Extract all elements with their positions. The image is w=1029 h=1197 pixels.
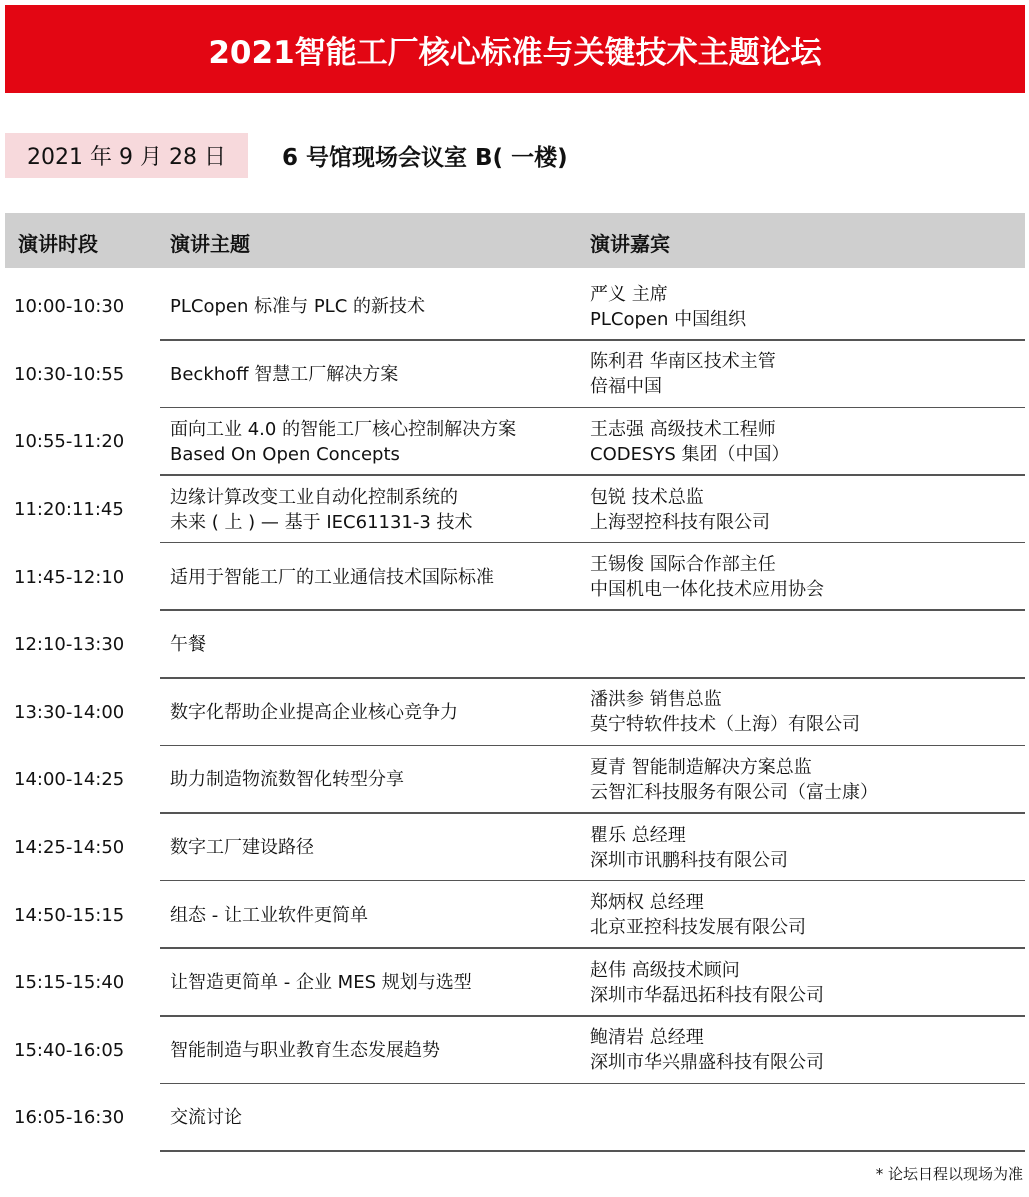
- table-row: [0, 949, 1029, 1017]
- time-text: 11:45-12:10: [14, 566, 125, 588]
- time-cell: [14, 408, 124, 476]
- topic-line: 面向工业 4.0 的智能工厂核心控制解决方案: [170, 418, 517, 440]
- topic-line: 助力制造物流数智化转型分享: [170, 769, 404, 791]
- speaker-cell: [590, 341, 776, 409]
- row-divider: [160, 1150, 1025, 1152]
- topic-cell: [170, 408, 516, 476]
- time-cell: [14, 273, 124, 341]
- time-cell: [14, 679, 124, 747]
- time-text: 14:25-14:50: [14, 837, 125, 859]
- time-text: 16:05-16:30: [14, 1107, 125, 1129]
- time-text: 12:10-13:30: [14, 634, 125, 656]
- speaker-line: 莫宁特软件技术（上海）有限公司: [590, 714, 860, 736]
- topic-cell: [170, 611, 206, 679]
- table-row: [0, 1084, 1029, 1152]
- table-row: [0, 679, 1029, 747]
- topic-cell: [170, 476, 473, 544]
- time-text: 10:30-10:55: [14, 363, 125, 385]
- table-row: [0, 1017, 1029, 1085]
- topic-line: 数字工厂建设路径: [170, 837, 314, 859]
- time-text: 11:20:11:45: [14, 499, 124, 521]
- speaker-line: 鲍清岩 总经理: [590, 1027, 704, 1049]
- speaker-line: PLCopen 中国组织: [590, 308, 747, 330]
- speaker-line: 赵伟 高级技术顾问: [590, 959, 740, 981]
- topic-cell: [170, 814, 314, 882]
- header-topic: 演讲主题: [170, 232, 250, 256]
- speaker-line: 王锡俊 国际合作部主任: [590, 554, 776, 576]
- table-row: [0, 814, 1029, 882]
- time-text: 14:00-14:25: [14, 769, 125, 791]
- speaker-line: 瞿乐 总经理: [590, 824, 686, 846]
- speaker-line: 王志强 高级技术工程师: [590, 418, 776, 440]
- table-row: [0, 341, 1029, 409]
- topic-line: 未来 ( 上 ) — 基于 IEC61131-3 技术: [170, 511, 473, 533]
- topic-cell: [170, 1084, 242, 1152]
- time-cell: [14, 476, 124, 544]
- table-row: [0, 611, 1029, 679]
- speaker-cell: [590, 949, 824, 1017]
- speaker-line: 北京亚控科技发展有限公司: [590, 917, 806, 939]
- speaker-line: 深圳市讯鹏科技有限公司: [590, 849, 788, 871]
- page-title: 2021智能工厂核心标准与关键技术主题论坛: [208, 34, 822, 71]
- date-badge: 2021 年 9 月 28 日: [5, 133, 248, 178]
- header-speaker: 演讲嘉宾: [590, 232, 670, 256]
- speaker-cell: [590, 476, 770, 544]
- table-row: [0, 881, 1029, 949]
- time-cell: [14, 881, 124, 949]
- speaker-cell: [590, 746, 878, 814]
- topic-cell: [170, 949, 472, 1017]
- header-time: 演讲时段: [18, 232, 98, 256]
- schedule-table: [0, 273, 1029, 1152]
- time-cell: [14, 949, 124, 1017]
- table-row: [0, 543, 1029, 611]
- time-cell: [14, 543, 124, 611]
- time-cell: [14, 1017, 124, 1085]
- speaker-cell: [590, 881, 806, 949]
- table-row: [0, 408, 1029, 476]
- speaker-line: 中国机电一体化技术应用协会: [590, 579, 824, 601]
- topic-cell: [170, 1017, 440, 1085]
- topic-cell: [170, 273, 425, 341]
- time-cell: [14, 746, 124, 814]
- time-cell: [14, 341, 124, 409]
- speaker-line: CODESYS 集团（中国）: [590, 443, 790, 465]
- speaker-cell: [590, 814, 788, 882]
- time-text: 14:50-15:15: [14, 904, 125, 926]
- topic-line: 适用于智能工厂的工业通信技术国际标准: [170, 566, 494, 588]
- speaker-line: 深圳市华兴鼎盛科技有限公司: [590, 1052, 824, 1074]
- topic-line: 让智造更简单 - 企业 MES 规划与选型: [170, 972, 472, 994]
- speaker-cell: [590, 408, 790, 476]
- speaker-line: 陈利君 华南区技术主管: [590, 351, 776, 373]
- topic-cell: [170, 679, 458, 747]
- footnote: * 论坛日程以现场为准: [875, 1165, 1023, 1183]
- speaker-line: 倍福中国: [590, 376, 662, 398]
- time-text: 10:00-10:30: [14, 296, 125, 318]
- topic-cell: [170, 341, 398, 409]
- time-text: 13:30-14:00: [14, 701, 125, 723]
- speaker-line: 包锐 技术总监: [590, 486, 704, 508]
- topic-line: Beckhoff 智慧工厂解决方案: [170, 363, 399, 385]
- time-cell: [14, 1084, 124, 1152]
- speaker-cell: [590, 543, 824, 611]
- table-row: [0, 476, 1029, 544]
- speaker-line: 云智汇科技服务有限公司（富士康）: [590, 781, 878, 803]
- time-cell: [14, 611, 124, 679]
- title-banner: [5, 5, 1025, 93]
- topic-line: Based On Open Concepts: [170, 443, 400, 465]
- topic-line: PLCopen 标准与 PLC 的新技术: [170, 296, 425, 318]
- table-row: [0, 746, 1029, 814]
- topic-line: 交流讨论: [170, 1107, 242, 1129]
- speaker-line: 潘洪参 销售总监: [590, 689, 722, 711]
- table-row: [0, 273, 1029, 341]
- time-text: 15:15-15:40: [14, 972, 125, 994]
- topic-line: 边缘计算改变工业自动化控制系统的: [170, 486, 458, 508]
- topic-line: 智能制造与职业教育生态发展趋势: [170, 1039, 440, 1061]
- speaker-line: 夏青 智能制造解决方案总监: [590, 756, 812, 778]
- topic-line: 组态 - 让工业软件更简单: [170, 904, 368, 926]
- speaker-line: 严义 主席: [590, 283, 668, 305]
- topic-line: 数字化帮助企业提高企业核心竞争力: [170, 701, 458, 723]
- time-text: 15:40-16:05: [14, 1039, 125, 1061]
- topic-line: 午餐: [170, 634, 206, 656]
- speaker-line: 郑炳权 总经理: [590, 892, 704, 914]
- topic-cell: [170, 746, 404, 814]
- table-header: [5, 213, 1025, 268]
- speaker-cell: [590, 273, 746, 341]
- topic-cell: [170, 543, 494, 611]
- speaker-cell: [590, 1017, 824, 1085]
- topic-cell: [170, 881, 368, 949]
- venue: 6 号馆现场会议室 B( 一楼): [282, 145, 568, 171]
- speaker-cell: [590, 679, 860, 747]
- time-text: 10:55-11:20: [14, 431, 125, 453]
- speaker-line: 深圳市华磊迅拓科技有限公司: [590, 984, 824, 1006]
- time-cell: [14, 814, 124, 882]
- speaker-line: 上海翌控科技有限公司: [590, 511, 770, 533]
